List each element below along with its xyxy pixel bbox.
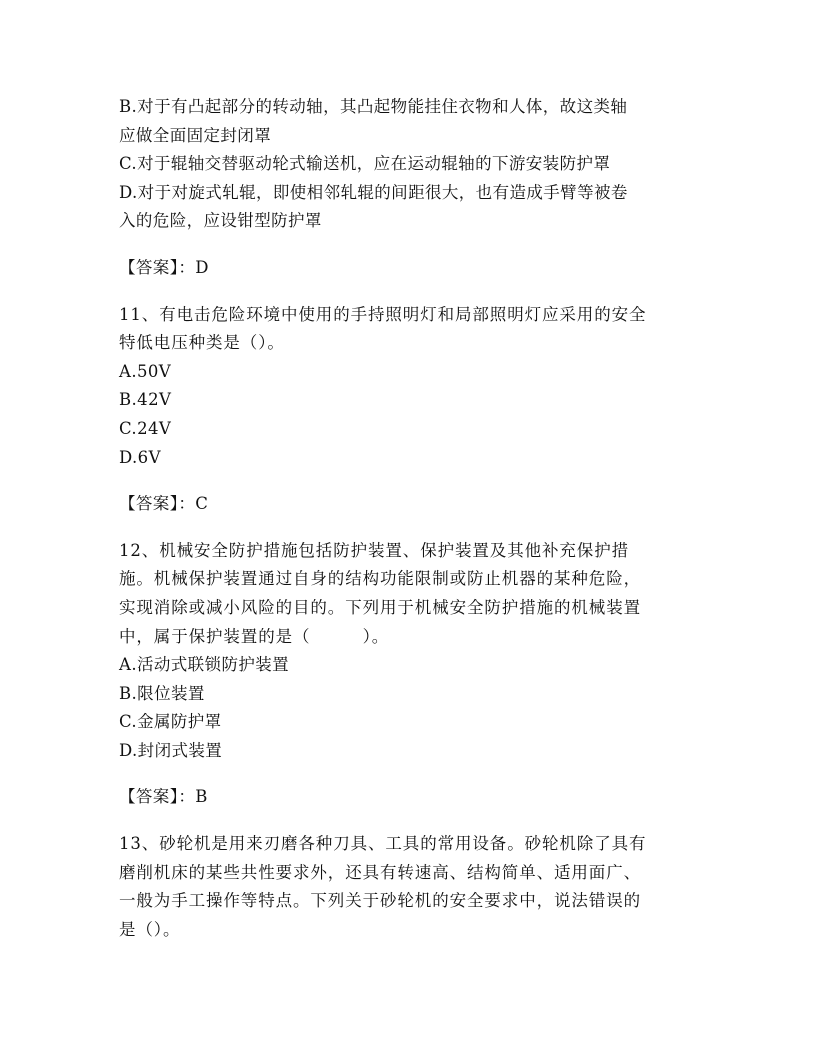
question-text: 12、机械安全防护措施包括防护装置、保护装置及其他补充保护措	[119, 540, 629, 560]
question-13	[119, 830, 699, 944]
answer-line: 【答案】：B	[119, 787, 208, 807]
option-b: B.42V	[119, 390, 172, 410]
option-text: 应做全面固定封闭罩	[119, 125, 272, 145]
option-c: C.金属防护罩	[119, 712, 222, 732]
option-text: C.对于辊轴交替驱动轮式输送机，应在运动辊轴的下游安装防护罩	[119, 154, 611, 174]
prev-question-options	[119, 93, 699, 236]
question-text: 13、砂轮机是用来刃磨各种刀具、工具的常用设备。砂轮机除了具有	[119, 834, 647, 854]
question-text: 11、有电击危险环境中使用的手持照明灯和局部照明灯应采用的安全	[119, 304, 647, 324]
option-text: D.对于对旋式轧辊，即使相邻轧辊的间距很大，也有造成手臂等被卷	[119, 182, 628, 202]
answer-line: 【答案】：D	[119, 257, 209, 277]
question-text: 一般为手工操作等特点。下列关于砂轮机的安全要求中，说法错误的	[119, 891, 641, 911]
option-a: A.50V	[119, 361, 172, 381]
question-text: 中，属于保护装置的是（ ）。	[119, 626, 390, 646]
option-d: D.6V	[119, 447, 161, 467]
question-text: 实现消除或减小风险的目的。下列用于机械安全防护措施的机械装置	[119, 597, 641, 617]
question-text: 是（）。	[119, 919, 181, 939]
option-text: B.对于有凸起部分的转动轴，其凸起物能挂住衣物和人体，故这类轴	[119, 97, 628, 116]
answer-line: 【答案】：C	[119, 494, 209, 514]
document-page	[119, 93, 699, 944]
option-d: D.封闭式装置	[119, 740, 223, 760]
option-text: 入的危险，应设钳型防护罩	[119, 211, 322, 231]
question-11	[119, 301, 699, 473]
option-a: A.活动式联锁防护装置	[119, 655, 290, 675]
option-c: C.24V	[119, 418, 172, 438]
option-b: B.限位装置	[119, 683, 205, 703]
question-text: 施。机械保护装置通过自身的结构功能限制或防止机器的某种危险，	[119, 569, 641, 589]
question-12	[119, 537, 699, 766]
question-text: 磨削机床的某些共性要求外，还具有转速高、结构简单、适用面广、	[119, 862, 641, 882]
question-text: 特低电压种类是（）。	[119, 333, 285, 353]
